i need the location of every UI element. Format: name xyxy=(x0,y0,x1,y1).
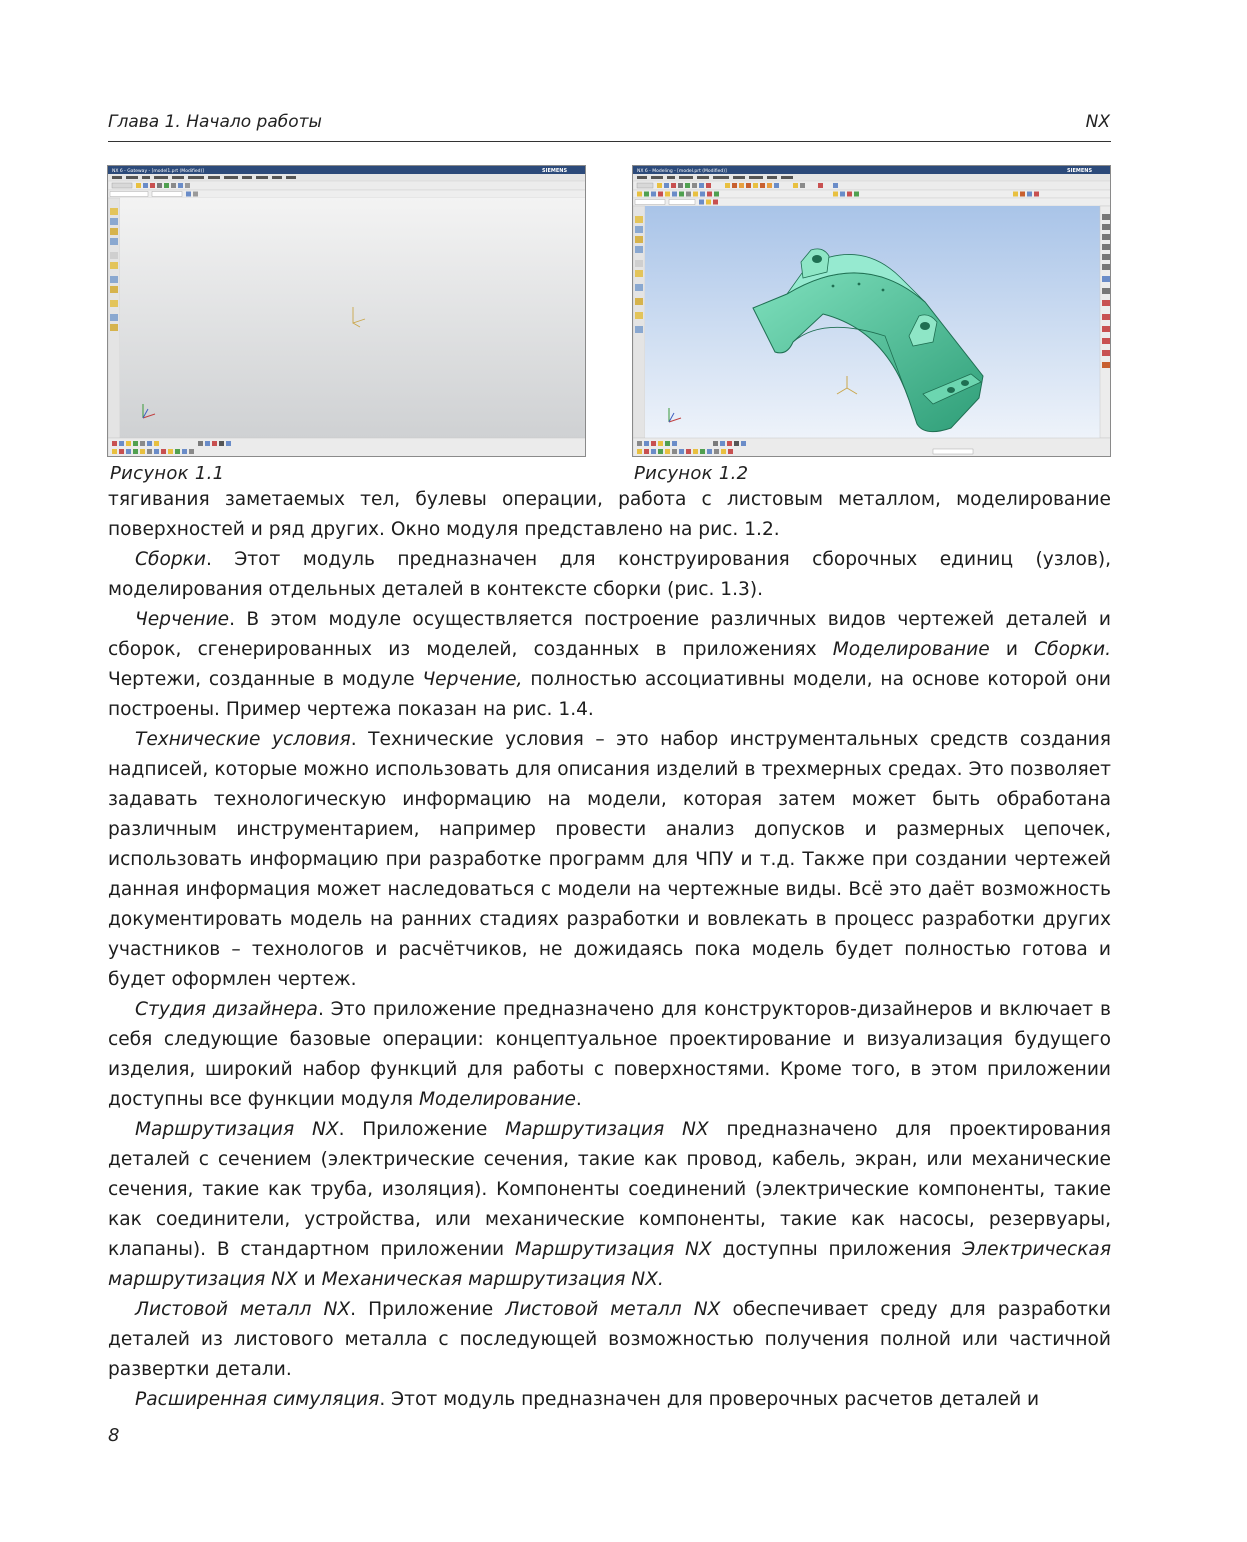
italic-term: Механическая маршрутизация NX. xyxy=(321,1269,664,1290)
italic-term: Сборки. xyxy=(1034,639,1111,660)
italic-term: Расширенная симуляция xyxy=(135,1389,380,1410)
italic-term: Студия дизайнера xyxy=(135,999,318,1020)
italic-term: Сборки xyxy=(135,549,206,570)
right-toolbar xyxy=(1100,206,1111,438)
italic-term: Маршрутизация NX xyxy=(505,1119,709,1140)
running-header xyxy=(108,110,1110,140)
siemens-logo: SIEMENS xyxy=(1067,168,1093,175)
siemens-logo: SIEMENS xyxy=(542,168,568,175)
figure-1-1-caption: Рисунок 1.1 xyxy=(110,463,225,484)
italic-term: Моделирование xyxy=(832,639,990,660)
text-run: и xyxy=(297,1269,322,1290)
paragraph xyxy=(108,995,1111,1115)
text-run: . Технические условия – это набор инструментальных средств создания надписей, которые можно использовать для описания изделий в трехмерных средах. Это позволяет задавать технологическую информацию на модели, которая затем может быть обработана различным инструментарием, например провести анализ допусков и размерных цепочек, использовать информацию при разработке программ для ЧПУ и т.д. Также при создании чертежей данная информация может наследоваться с модели на чертежные виды. Всё это даёт возможность документировать модель на ранних стадиях разработки и вовлекать в процесс разработки других участников – технологов и расчётчиков, не дожидаясь пока модель будет полностью готова и будет оформлен чертеж. xyxy=(108,729,1111,990)
bottom-toolbar xyxy=(108,438,586,457)
text-run: Чертежи, созданные в модуле xyxy=(108,669,423,690)
text-run: полностью ассоциативны модели, на основе которой они построены. Пример чертежа показан на рис. 1.4. xyxy=(108,669,1111,720)
window-title: NX 6 - Gateway - [model1.prt (Modified)] xyxy=(112,169,205,175)
italic-term: Черчение, xyxy=(422,669,523,690)
paragraph xyxy=(108,485,1111,545)
text-run: предназначено для проектирования деталей с сечением (электрические сечения, такие как провод, кабель, экран, или механические сечения, такие как труба, изоляция). Компоненты соединений (электрические компоненты, такие как соединители, устройства, или механические компоненты, такие как насосы, резервуары, клапаны). В стандартном приложении xyxy=(108,1119,1111,1260)
text-run: . Это приложение предназначено для конструкторов-дизайнеров и включает в себя следующие базовые операции: концептуальное проектирование и визуализация будущего изделия, широкий набор функций для работы с поверхностями. Кроме того, в этом приложении доступны все функции модуля xyxy=(108,999,1111,1110)
bottom-toolbar xyxy=(633,438,1111,457)
text-run: . Этот модуль предназначен для конструирования сборочных единиц (узлов), моделирования отдельных деталей в контексте сборки (рис. 1.3). xyxy=(108,549,1111,600)
italic-term: Маршрутизация NX xyxy=(135,1119,339,1140)
italic-term: Маршрутизация NX xyxy=(514,1239,712,1260)
text-run: обеспечивает среду для разработки деталей из листового металла с последующей возможностью получения полной или частичной развертки детали. xyxy=(108,1299,1112,1380)
italic-term: Моделирование xyxy=(419,1089,576,1110)
toolbar-1 xyxy=(633,181,1111,190)
paragraph xyxy=(108,1385,1111,1415)
body-text xyxy=(108,485,1111,1415)
figure-1-2-caption: Рисунок 1.2 xyxy=(634,463,749,484)
text-run: и xyxy=(989,639,1035,660)
paragraph xyxy=(108,725,1111,995)
italic-term: Листовой металл NX xyxy=(135,1299,351,1320)
italic-term: Электрическая маршрутизация NX xyxy=(108,1239,1112,1290)
paragraph xyxy=(108,545,1111,605)
text-run: . xyxy=(575,1089,582,1110)
paragraph xyxy=(108,1295,1111,1385)
text-run: тягивания заметаемых тел, булевы операции, работа с листовым металлом, моделирование поверхностей и ряд других. Окно модуля представлено на рис. 1.2. xyxy=(108,489,1111,540)
toolbar-3 xyxy=(633,198,1111,206)
book-title: NX xyxy=(1085,112,1110,132)
chapter-title: Глава 1. Начало работы xyxy=(108,112,322,132)
figure-1-1-screenshot xyxy=(107,165,586,457)
text-run: . Приложение xyxy=(350,1299,506,1320)
text-run: доступны приложения xyxy=(711,1239,963,1260)
page-number: 8 xyxy=(108,1425,120,1446)
text-run: . В этом модуле осуществляется построение различных видов чертежей деталей и сборок, сгенерированных из моделей, созданных в приложениях xyxy=(108,609,1111,660)
italic-term: Черчение xyxy=(135,609,230,630)
menu-items xyxy=(637,176,793,179)
figure-1-2-screenshot xyxy=(632,165,1111,457)
italic-term: Технические условия xyxy=(135,729,351,750)
window-title: NX 6 - Modeling - [model.prt (Modified)] xyxy=(637,169,727,175)
text-run: . Этот модуль предназначен для проверочных расчетов деталей и xyxy=(379,1389,1040,1410)
toolbar-icons-1 xyxy=(112,183,190,188)
text-run: . Приложение xyxy=(338,1119,506,1140)
header-rule xyxy=(108,141,1111,142)
paragraph xyxy=(108,605,1111,725)
italic-term: Листовой металл NX xyxy=(505,1299,721,1320)
paragraph xyxy=(108,1115,1111,1295)
